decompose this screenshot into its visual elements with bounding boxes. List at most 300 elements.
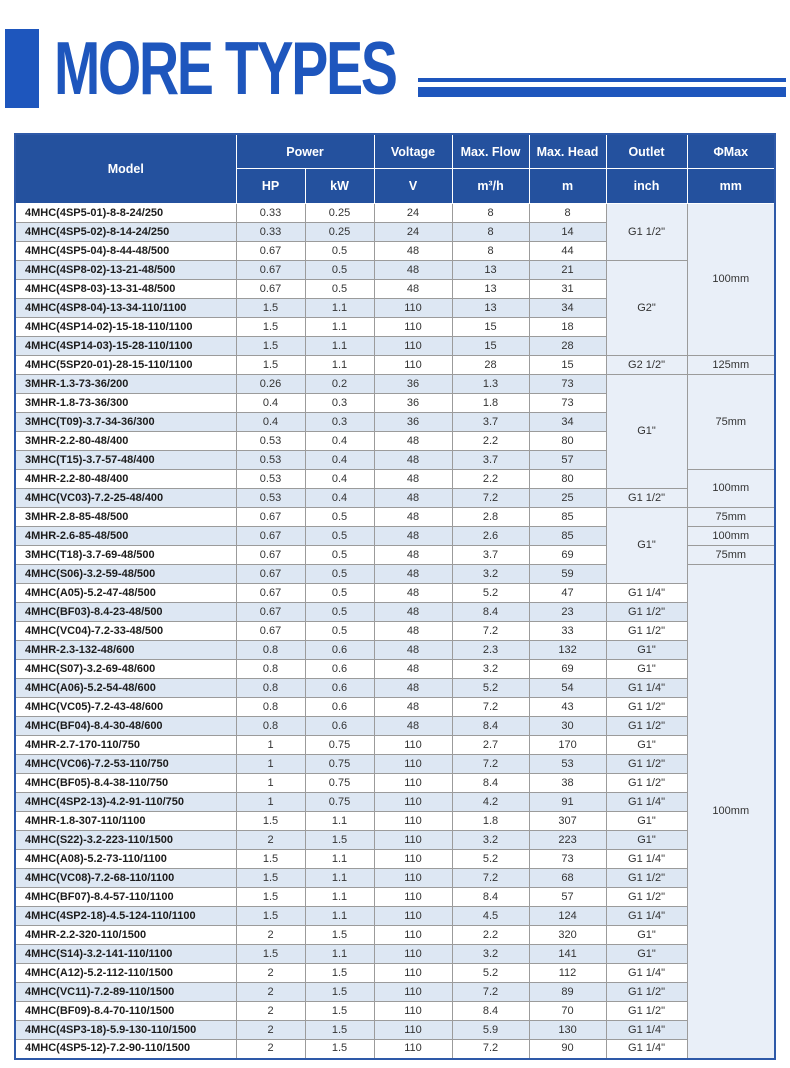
value-cell: 36 [374,375,452,394]
value-cell: 24 [374,223,452,242]
value-cell: 91 [529,793,606,812]
table-row [15,812,775,831]
table-row [15,755,775,774]
value-cell: 3.2 [452,831,529,850]
value-cell: 1.5 [305,831,374,850]
model-cell: 4MHC(4SP14-02)-15-18-110/1100 [15,318,236,337]
value-cell: 3.7 [452,546,529,565]
value-cell: 0.5 [305,508,374,527]
value-cell: 110 [374,736,452,755]
value-cell: 0.53 [236,451,305,470]
value-cell: 69 [529,546,606,565]
banner-rule-thin [418,78,786,82]
value-cell: 4.5 [452,907,529,926]
value-cell: 44 [529,242,606,261]
value-cell: 110 [374,299,452,318]
col-subheader-m3h: m³/h [452,169,529,204]
value-cell: 307 [529,812,606,831]
value-cell: 7.2 [452,869,529,888]
phimax-cell: 100mm [687,565,775,1059]
model-cell: 4MHC(BF05)-8.4-38-110/750 [15,774,236,793]
page-title: MORE TYPES [54,26,396,110]
value-cell: 0.8 [236,660,305,679]
value-cell: 110 [374,793,452,812]
value-cell: 0.6 [305,717,374,736]
outlet-cell: G1 1/2" [606,1002,687,1021]
model-cell: 4MHC(VC11)-7.2-89-110/1500 [15,983,236,1002]
outlet-cell: G1 1/4" [606,907,687,926]
value-cell: 25 [529,489,606,508]
model-cell: 4MHC(5SP20-01)-28-15-110/1100 [15,356,236,375]
value-cell: 80 [529,432,606,451]
value-cell: 13 [452,299,529,318]
value-cell: 0.3 [305,413,374,432]
model-cell: 3MHC(T09)-3.7-34-36/300 [15,413,236,432]
value-cell: 8.4 [452,717,529,736]
value-cell: 1.5 [305,964,374,983]
value-cell: 48 [374,641,452,660]
value-cell: 7.2 [452,1040,529,1059]
outlet-cell: G1 1/2" [606,755,687,774]
value-cell: 1.8 [452,812,529,831]
value-cell: 13 [452,261,529,280]
model-cell: 4MHC(4SP5-01)-8-8-24/250 [15,204,236,223]
value-cell: 7.2 [452,983,529,1002]
value-cell: 110 [374,337,452,356]
table-row [15,641,775,660]
value-cell: 110 [374,964,452,983]
value-cell: 0.8 [236,698,305,717]
value-cell: 0.67 [236,603,305,622]
value-cell: 5.2 [452,850,529,869]
model-cell: 4MHC(4SP8-02)-13-21-48/500 [15,261,236,280]
value-cell: 110 [374,755,452,774]
value-cell: 110 [374,926,452,945]
value-cell: 110 [374,356,452,375]
value-cell: 0.67 [236,280,305,299]
value-cell: 0.5 [305,280,374,299]
value-cell: 2.2 [452,432,529,451]
value-cell: 110 [374,812,452,831]
value-cell: 8 [452,242,529,261]
model-cell: 4MHR-2.2-320-110/1500 [15,926,236,945]
outlet-cell: G1 1/2" [606,717,687,736]
value-cell: 0.75 [305,736,374,755]
value-cell: 48 [374,432,452,451]
value-cell: 1.5 [305,1002,374,1021]
value-cell: 3.7 [452,413,529,432]
col-subheader-v: V [374,169,452,204]
value-cell: 0.67 [236,261,305,280]
value-cell: 1.5 [236,337,305,356]
value-cell: 0.4 [305,489,374,508]
value-cell: 2.2 [452,926,529,945]
model-cell: 4MHC(BF04)-8.4-30-48/600 [15,717,236,736]
value-cell: 1 [236,736,305,755]
model-cell: 4MHC(VC04)-7.2-33-48/500 [15,622,236,641]
table-row [15,622,775,641]
value-cell: 8 [529,204,606,223]
value-cell: 7.2 [452,622,529,641]
col-header-voltage: Voltage [374,134,452,169]
col-subheader-m: m [529,169,606,204]
model-cell: 4MHC(4SP8-04)-13-34-110/1100 [15,299,236,318]
col-header-outlet: Outlet [606,134,687,169]
table-row [15,508,775,527]
value-cell: 0.26 [236,375,305,394]
value-cell: 8 [452,223,529,242]
value-cell: 1.1 [305,812,374,831]
model-cell: 4MHR-2.2-80-48/400 [15,470,236,489]
value-cell: 59 [529,565,606,584]
value-cell: 110 [374,831,452,850]
value-cell: 48 [374,679,452,698]
table-header [15,134,775,204]
table-row [15,983,775,1002]
value-cell: 110 [374,774,452,793]
value-cell: 1.1 [305,318,374,337]
value-cell: 0.25 [305,223,374,242]
value-cell: 1.1 [305,356,374,375]
value-cell: 15 [529,356,606,375]
value-cell: 5.9 [452,1021,529,1040]
value-cell: 48 [374,261,452,280]
value-cell: 54 [529,679,606,698]
value-cell: 7.2 [452,698,529,717]
value-cell: 0.53 [236,432,305,451]
value-cell: 1.5 [236,869,305,888]
value-cell: 1 [236,774,305,793]
value-cell: 0.4 [305,470,374,489]
model-cell: 4MHR-2.3-132-48/600 [15,641,236,660]
value-cell: 34 [529,413,606,432]
model-cell: 3MHR-2.8-85-48/500 [15,508,236,527]
model-cell: 4MHC(4SP2-18)-4.5-124-110/1100 [15,907,236,926]
value-cell: 69 [529,660,606,679]
value-cell: 0.33 [236,223,305,242]
phimax-cell: 100mm [687,204,775,356]
value-cell: 48 [374,242,452,261]
value-cell: 47 [529,584,606,603]
value-cell: 110 [374,983,452,1002]
value-cell: 53 [529,755,606,774]
table-row [15,926,775,945]
value-cell: 1.1 [305,869,374,888]
value-cell: 110 [374,850,452,869]
value-cell: 5.2 [452,679,529,698]
value-cell: 48 [374,470,452,489]
value-cell: 89 [529,983,606,1002]
value-cell: 0.67 [236,527,305,546]
model-cell: 4MHC(VC08)-7.2-68-110/1100 [15,869,236,888]
value-cell: 0.75 [305,755,374,774]
value-cell: 1.1 [305,337,374,356]
value-cell: 13 [452,280,529,299]
outlet-cell: G1 1/4" [606,1040,687,1059]
outlet-cell: G1 1/2" [606,622,687,641]
outlet-cell: G1" [606,812,687,831]
value-cell: 48 [374,717,452,736]
model-cell: 4MHC(A08)-5.2-73-110/1100 [15,850,236,869]
value-cell: 0.8 [236,679,305,698]
outlet-cell: G1" [606,641,687,660]
value-cell: 141 [529,945,606,964]
model-cell: 4MHC(VC06)-7.2-53-110/750 [15,755,236,774]
model-cell: 3MHR-1.8-73-36/300 [15,394,236,413]
value-cell: 38 [529,774,606,793]
value-cell: 0.5 [305,242,374,261]
col-header-max-head: Max. Head [529,134,606,169]
value-cell: 48 [374,527,452,546]
table-row [15,660,775,679]
outlet-cell: G1" [606,945,687,964]
value-cell: 2 [236,1040,305,1059]
value-cell: 0.5 [305,584,374,603]
value-cell: 0.67 [236,622,305,641]
col-subheader-inch: inch [606,169,687,204]
value-cell: 110 [374,318,452,337]
value-cell: 36 [374,394,452,413]
table-row [15,261,775,280]
value-cell: 36 [374,413,452,432]
value-cell: 170 [529,736,606,755]
outlet-cell: G1 1/2" [606,983,687,1002]
value-cell: 2 [236,1002,305,1021]
table-row [15,204,775,223]
value-cell: 0.75 [305,774,374,793]
phimax-cell: 100mm [687,470,775,508]
outlet-cell: G1 1/2" [606,698,687,717]
banner-rule-thick [418,87,786,97]
value-cell: 80 [529,470,606,489]
model-cell: 3MHR-1.3-73-36/200 [15,375,236,394]
value-cell: 1.1 [305,945,374,964]
outlet-cell: G1 1/2" [606,888,687,907]
value-cell: 31 [529,280,606,299]
value-cell: 8.4 [452,774,529,793]
value-cell: 1.1 [305,299,374,318]
value-cell: 0.33 [236,204,305,223]
value-cell: 0.5 [305,261,374,280]
outlet-cell: G1 1/4" [606,793,687,812]
value-cell: 0.5 [305,603,374,622]
value-cell: 1.5 [236,356,305,375]
value-cell: 3.2 [452,945,529,964]
value-cell: 21 [529,261,606,280]
outlet-cell: G1 1/4" [606,850,687,869]
value-cell: 1.5 [305,926,374,945]
value-cell: 0.67 [236,546,305,565]
model-cell: 4MHC(S07)-3.2-69-48/600 [15,660,236,679]
model-cell: 4MHC(BF09)-8.4-70-110/1500 [15,1002,236,1021]
outlet-cell: G1" [606,736,687,755]
value-cell: 48 [374,508,452,527]
model-cell: 4MHC(VC03)-7.2-25-48/400 [15,489,236,508]
value-cell: 0.8 [236,717,305,736]
value-cell: 0.5 [305,565,374,584]
value-cell: 110 [374,945,452,964]
table-row [15,356,775,375]
value-cell: 70 [529,1002,606,1021]
value-cell: 0.67 [236,242,305,261]
outlet-cell: G1 1/4" [606,1021,687,1040]
value-cell: 8 [452,204,529,223]
value-cell: 48 [374,280,452,299]
value-cell: 110 [374,888,452,907]
table-row [15,584,775,603]
outlet-cell: G1 1/2" [606,603,687,622]
table-row [15,717,775,736]
model-cell: 4MHC(4SP5-04)-8-44-48/500 [15,242,236,261]
value-cell: 73 [529,850,606,869]
value-cell: 0.67 [236,584,305,603]
value-cell: 132 [529,641,606,660]
outlet-cell: G1 1/4" [606,679,687,698]
table-row [15,698,775,717]
model-cell: 4MHC(4SP2-13)-4.2-91-110/750 [15,793,236,812]
value-cell: 5.2 [452,584,529,603]
value-cell: 24 [374,204,452,223]
value-cell: 15 [452,318,529,337]
phimax-cell: 75mm [687,508,775,527]
value-cell: 85 [529,508,606,527]
value-cell: 48 [374,451,452,470]
table-row [15,375,775,394]
value-cell: 0.4 [305,451,374,470]
outlet-cell: G1" [606,375,687,489]
col-subheader-hp: HP [236,169,305,204]
model-cell: 4MHC(S22)-3.2-223-110/1500 [15,831,236,850]
model-cell: 4MHC(A06)-5.2-54-48/600 [15,679,236,698]
value-cell: 48 [374,698,452,717]
table-row [15,850,775,869]
value-cell: 30 [529,717,606,736]
col-header-phimax: ΦMax [687,134,775,169]
model-cell: 4MHC(VC05)-7.2-43-48/600 [15,698,236,717]
value-cell: 3.2 [452,660,529,679]
value-cell: 48 [374,584,452,603]
outlet-cell: G1" [606,926,687,945]
value-cell: 2 [236,926,305,945]
value-cell: 2 [236,831,305,850]
value-cell: 1.1 [305,888,374,907]
table-row [15,831,775,850]
value-cell: 5.2 [452,964,529,983]
outlet-cell: G1 1/4" [606,584,687,603]
value-cell: 18 [529,318,606,337]
value-cell: 1.5 [305,983,374,1002]
phimax-cell: 125mm [687,356,775,375]
value-cell: 3.2 [452,565,529,584]
value-cell: 48 [374,603,452,622]
outlet-cell: G1" [606,831,687,850]
value-cell: 112 [529,964,606,983]
value-cell: 110 [374,1002,452,1021]
value-cell: 1.5 [236,812,305,831]
model-cell: 4MHC(4SP5-12)-7.2-90-110/1500 [15,1040,236,1059]
value-cell: 1.5 [236,318,305,337]
value-cell: 0.6 [305,641,374,660]
value-cell: 57 [529,888,606,907]
model-cell: 4MHC(4SP14-03)-15-28-110/1100 [15,337,236,356]
model-cell: 3MHR-2.2-80-48/400 [15,432,236,451]
value-cell: 0.6 [305,660,374,679]
outlet-cell: G1 1/4" [606,964,687,983]
value-cell: 0.4 [236,413,305,432]
value-cell: 0.3 [305,394,374,413]
value-cell: 8.4 [452,1002,529,1021]
table-row [15,964,775,983]
value-cell: 320 [529,926,606,945]
value-cell: 34 [529,299,606,318]
model-cell: 4MHC(BF07)-8.4-57-110/1100 [15,888,236,907]
value-cell: 2 [236,1021,305,1040]
value-cell: 0.2 [305,375,374,394]
table-row [15,489,775,508]
model-cell: 4MHR-2.7-170-110/750 [15,736,236,755]
value-cell: 48 [374,546,452,565]
value-cell: 73 [529,375,606,394]
col-header-max-flow: Max. Flow [452,134,529,169]
table-row [15,1021,775,1040]
phimax-cell: 75mm [687,546,775,565]
value-cell: 0.5 [305,622,374,641]
model-cell: 4MHC(4SP5-02)-8-14-24/250 [15,223,236,242]
value-cell: 0.4 [236,394,305,413]
value-cell: 3.7 [452,451,529,470]
value-cell: 0.25 [305,204,374,223]
model-cell: 4MHC(A05)-5.2-47-48/500 [15,584,236,603]
value-cell: 0.5 [305,527,374,546]
value-cell: 110 [374,1021,452,1040]
phimax-cell: 75mm [687,375,775,470]
value-cell: 0.5 [305,546,374,565]
value-cell: 0.53 [236,470,305,489]
value-cell: 90 [529,1040,606,1059]
table-row [15,793,775,812]
value-cell: 2.3 [452,641,529,660]
value-cell: 33 [529,622,606,641]
value-cell: 2.8 [452,508,529,527]
spec-table [14,133,776,1060]
col-subheader-kw: kW [305,169,374,204]
model-cell: 4MHR-1.8-307-110/1100 [15,812,236,831]
value-cell: 0.6 [305,698,374,717]
value-cell: 23 [529,603,606,622]
value-cell: 0.8 [236,641,305,660]
value-cell: 110 [374,1040,452,1059]
model-cell: 4MHR-2.6-85-48/500 [15,527,236,546]
value-cell: 223 [529,831,606,850]
value-cell: 85 [529,527,606,546]
table-body [15,204,775,1059]
value-cell: 130 [529,1021,606,1040]
outlet-cell: G1 1/2" [606,869,687,888]
table-row [15,888,775,907]
model-cell: 4MHC(S06)-3.2-59-48/500 [15,565,236,584]
col-subheader-mm: mm [687,169,775,204]
value-cell: 0.53 [236,489,305,508]
outlet-cell: G1 1/2" [606,204,687,261]
table-row [15,907,775,926]
outlet-cell: G2 1/2" [606,356,687,375]
banner-accent-block [5,29,39,108]
value-cell: 1.8 [452,394,529,413]
value-cell: 1.1 [305,907,374,926]
value-cell: 1.5 [305,1021,374,1040]
model-cell: 4MHC(4SP3-18)-5.9-130-110/1500 [15,1021,236,1040]
value-cell: 1.3 [452,375,529,394]
